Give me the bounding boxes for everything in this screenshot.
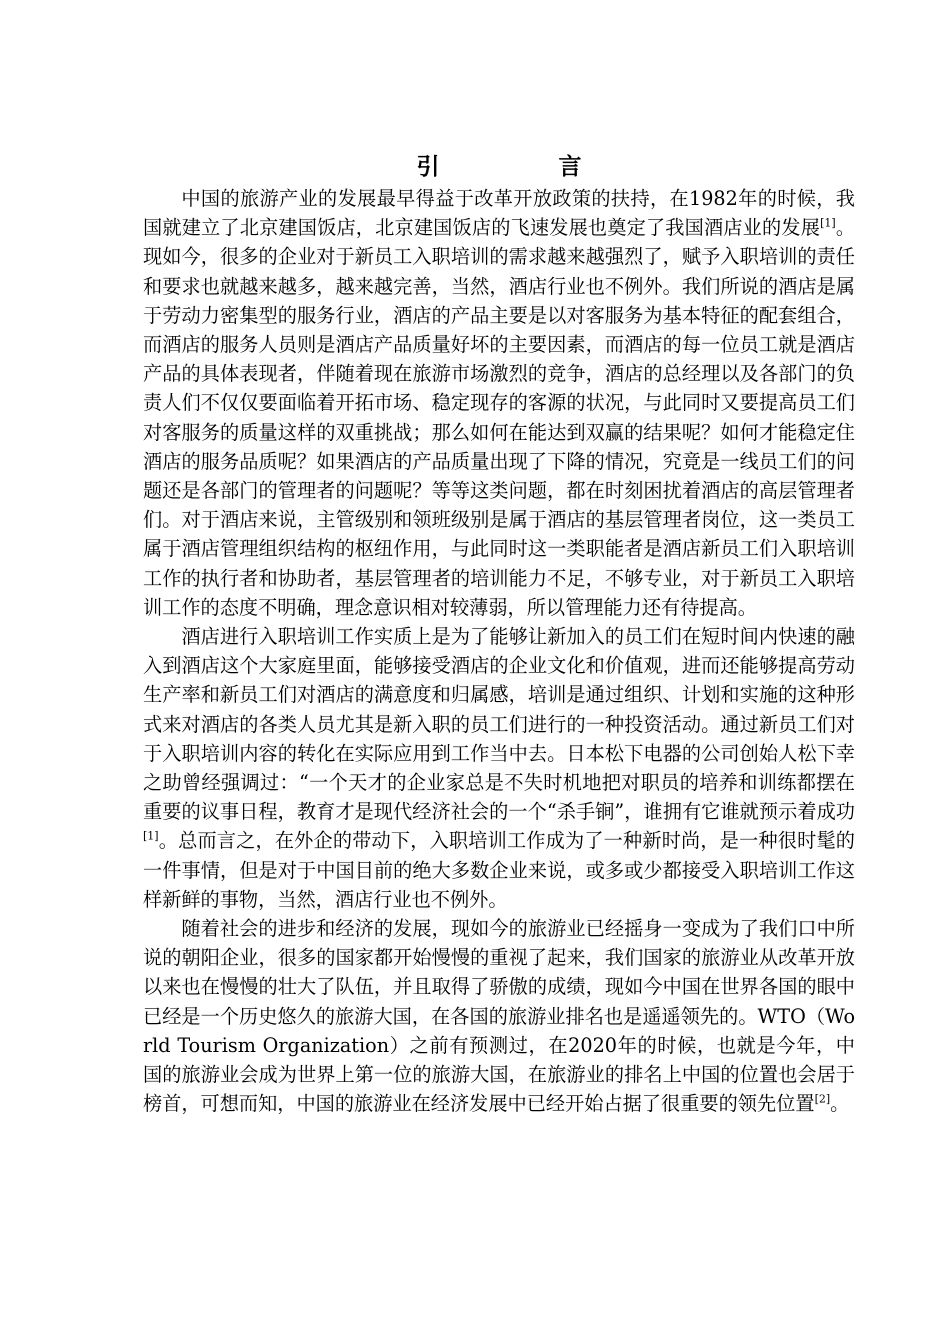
paragraph-text: 。现如今，很多的企业对于新员工入职培训的需求越来越强烈了，赋予入职培训的责任和要求也就越来越多，越来越完善，当然，酒店行业也不例外。我们所说的酒店是属于劳动力密集型的服务行业，酒店的产品主要是以对客服务为基本特征的配套组合，而酒店的服务人员则是酒店产品质量好坏的主要因素，而酒店的每一位员工就是酒店产品的具体表现者，伴随着现在旅游市场激烈的竞争，酒店的总经理以及各部门的负责人们不仅仅要面临着开拓市场、稳定现存的客源的状况，与此同时又要提高员工们对客服务的质量这样的双重挑战；那么如何在能达到双赢的结果呢？如何才能稳定住酒店的服务品质呢？如果酒店的产品质量出现了下降的情况，究竟是一线员工们的问题还是各部门的管理者的问题呢？等等这类问题，都在时刻困扰着酒店的高层管理者们。对于酒店来说，主管级别和领班级别是属于酒店的基层管理者岗位，这一类员工属于酒店管理组织结构的枢纽作用，与此同时这一类职能者是酒店新员工们入职培训工作的执行者和协助者，基层管理者的培训能力不足，不够专业，对于新员工入职培训工作的态度不明确，理念意识相对较薄弱，所以管理能力还有待提高。 — [143, 216, 856, 619]
citation-ref: [1] — [143, 830, 159, 844]
citation-ref: [1] — [820, 216, 836, 230]
paragraph-text: 中国的旅游产业的发展最早得益于改革开放政策的扶持，在1982年的时候，我国就建立了北京建国饭店，北京建国饭店的飞速发展也奠定了我国酒店业的发展 — [143, 187, 855, 240]
paragraph-1 — [143, 184, 855, 622]
paragraph-text: 。 — [830, 1092, 850, 1116]
paragraph-2 — [143, 622, 855, 914]
paragraph-text: 酒店进行入职培训工作实质上是为了能够让新加入的员工们在短时间内快速的融入到酒店这个大家庭里面，能够接受酒店的企业文化和价值观，进而还能够提高劳动生产率和新员工们对酒店的满意度和归属感，培训是通过组织、计划和实施的这种形式来对酒店的各类人员尤其是新入职的员工们进行的一种投资活动。通过新员工们对于入职培训内容的转化在实际应用到工作当中去。日本松下电器的公司创始人松下幸之助曾经强调过：“一个天才的企业家总是不失时机地把对职员的培养和训练都摆在重要的议事日程，教育才是现代经济社会的一个“杀手锏”，谁拥有它谁就预示着成功 — [143, 625, 855, 824]
page-title: 引 言 — [416, 154, 630, 180]
document-page — [143, 150, 855, 1119]
paragraph-3 — [143, 914, 855, 1118]
paragraph-text: 。总而言之，在外企的带动下，入职培训工作成为了一种新时尚，是一种很时髦的一件事情，但是对于中国目前的绝大多数企业来说，或多或少都接受入职培训工作这样新鲜的事物，当然，酒店行业也不例外。 — [143, 829, 855, 911]
citation-ref: [2] — [814, 1092, 831, 1106]
paragraph-text: 随着社会的进步和经济的发展，现如今的旅游业已经摇身一变成为了我们口中所说的朝阳企业，很多的国家都开始慢慢的重视了起来，我们国家的旅游业从改革开放以来也在慢慢的壮大了队伍，并且取得了骄傲的成绩，现如今中国在世界各国的眼中已经是一个历史悠久的旅游大国，在各国的旅游业排名也是遥遥领先的。WTO（World Tourism Organization）之前有预测过，在2020年的时候，也就是今年，中国的旅游业会成为世界上第一位的旅游大国，在旅游业的排名上中国的位置也会居于榜首，可想而知，中国的旅游业在经济发展中已经开始占据了很重要的领先位置 — [143, 917, 855, 1116]
